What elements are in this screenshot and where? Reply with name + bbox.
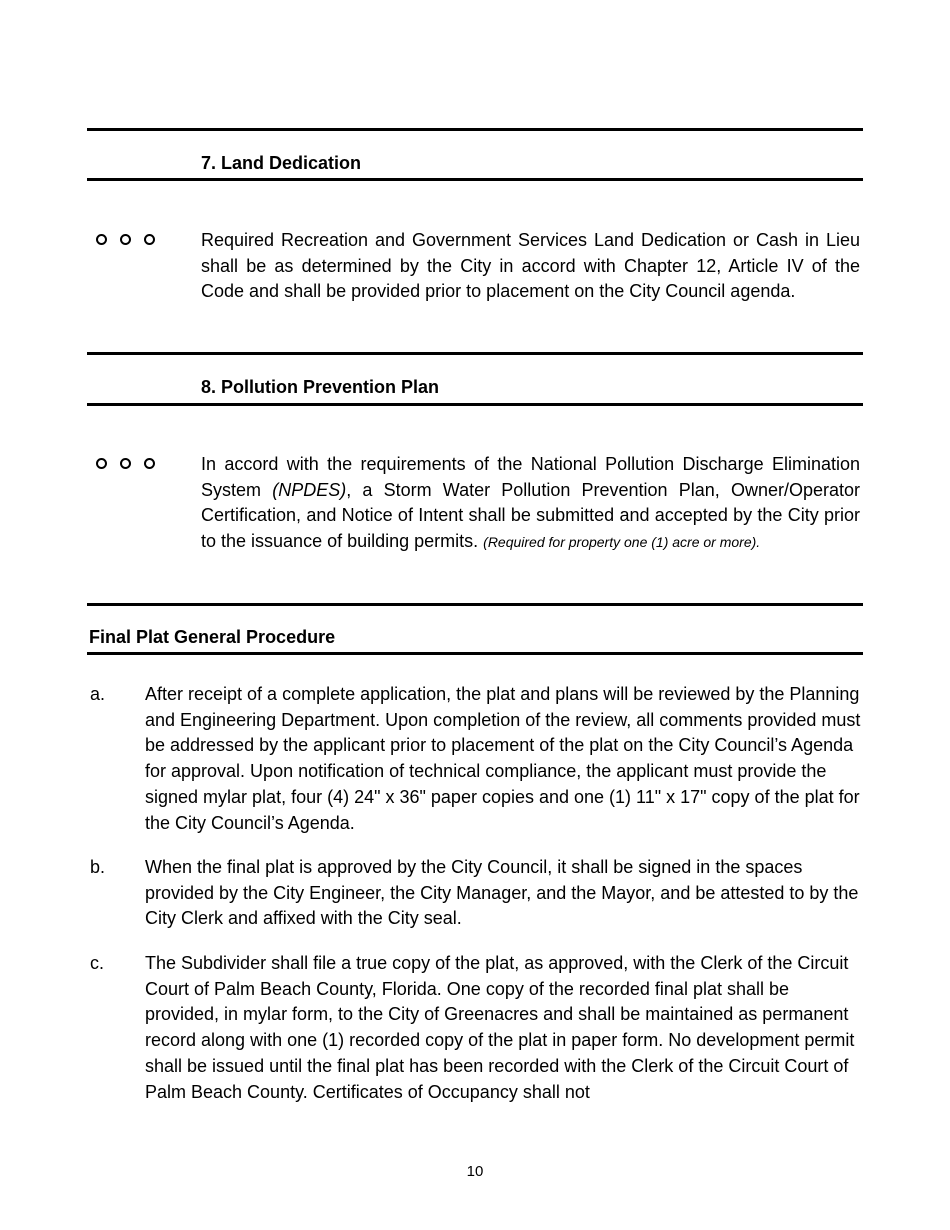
section-7-body: Required Recreation and Government Services Land Dedication or Cash in Lieu shall be as determined by the City in accord with Chapter 12, Article IV of the Code and shall be provided prior to placement on the City Council agenda. [201,230,860,302]
section-7-heading: 7. Land Dedication [201,153,362,173]
circle-checkbox-icon [120,234,131,245]
npdes-term: (NPDES) [272,479,347,500]
section-8-heading: 8. Pollution Prevention Plan [201,377,440,397]
procedure-bottom-rule [87,652,863,655]
section-7-bottom-rule [87,178,863,181]
section-7-top-rule [87,128,863,131]
procedure-item-c-text: The Subdivider shall file a true copy of the plat, as approved, with the Clerk of the Circuit Court of Palm Beach County, Florida. One copy of the recorded final plat shall be provided, in mylar form, to the City of Greenacres and shall be maintained as permanent record along with one (1) recorded copy of the plat in paper form. No development permit shall be issued until the final plat has been recorded with the Clerk of the Circuit Court of Palm Beach County. Certificates of Occupancy shall not [145,953,855,1102]
procedure-item-b-letter: b. [90,857,106,877]
section-8-body-text: In accord with the requirements of the National Pollution Discharge Elimination System [201,454,860,500]
procedure-heading: Final Plat General Procedure [89,627,336,647]
circle-checkbox-icon [96,234,107,245]
section-8-checkboxes [96,458,186,469]
procedure-item-a-text: After receipt of a complete application, the plat and plans will be reviewed by the Planning and Engineering Department. Upon completion of the review, all comments provided must be addressed by the applicant prior to placement of the plat on the City Council’s Agenda for approval. Upon notification of technical compliance, the applicant must provide the signed mylar plat, four (4) 24" x 36" paper copies and one (1) 11" x 17" copy of the plat for the City Council’s Agenda. [145,684,861,833]
section-8-top-rule [87,352,863,355]
procedure-item-a-letter: a. [90,684,106,704]
section-7-checkboxes [96,234,186,245]
section-8-body [201,452,860,556]
circle-checkbox-icon [96,458,107,469]
procedure-item-c-letter: c. [90,953,105,973]
circle-checkbox-icon [144,234,155,245]
page-number: 10 [466,1163,484,1180]
circle-checkbox-icon [144,458,155,469]
circle-checkbox-icon [120,458,131,469]
section-8-note: (Required for property one (1) acre or more). [483,534,761,551]
section-8-bottom-rule [87,403,863,406]
procedure-item-b-text: When the final plat is approved by the City Council, it shall be signed in the spaces provided by the City Engineer, the City Manager, and the Mayor, and be attested to by the City Clerk and affixed with the City seal. [145,857,859,929]
section-8-body-text-cont: , a Storm Water Pollution Prevention Plan, Owner/Operator Certification, and Notice of Intent shall be submitted and accepted by the City prior to the issuance of building permits. [201,479,861,552]
procedure-top-rule [87,603,863,606]
